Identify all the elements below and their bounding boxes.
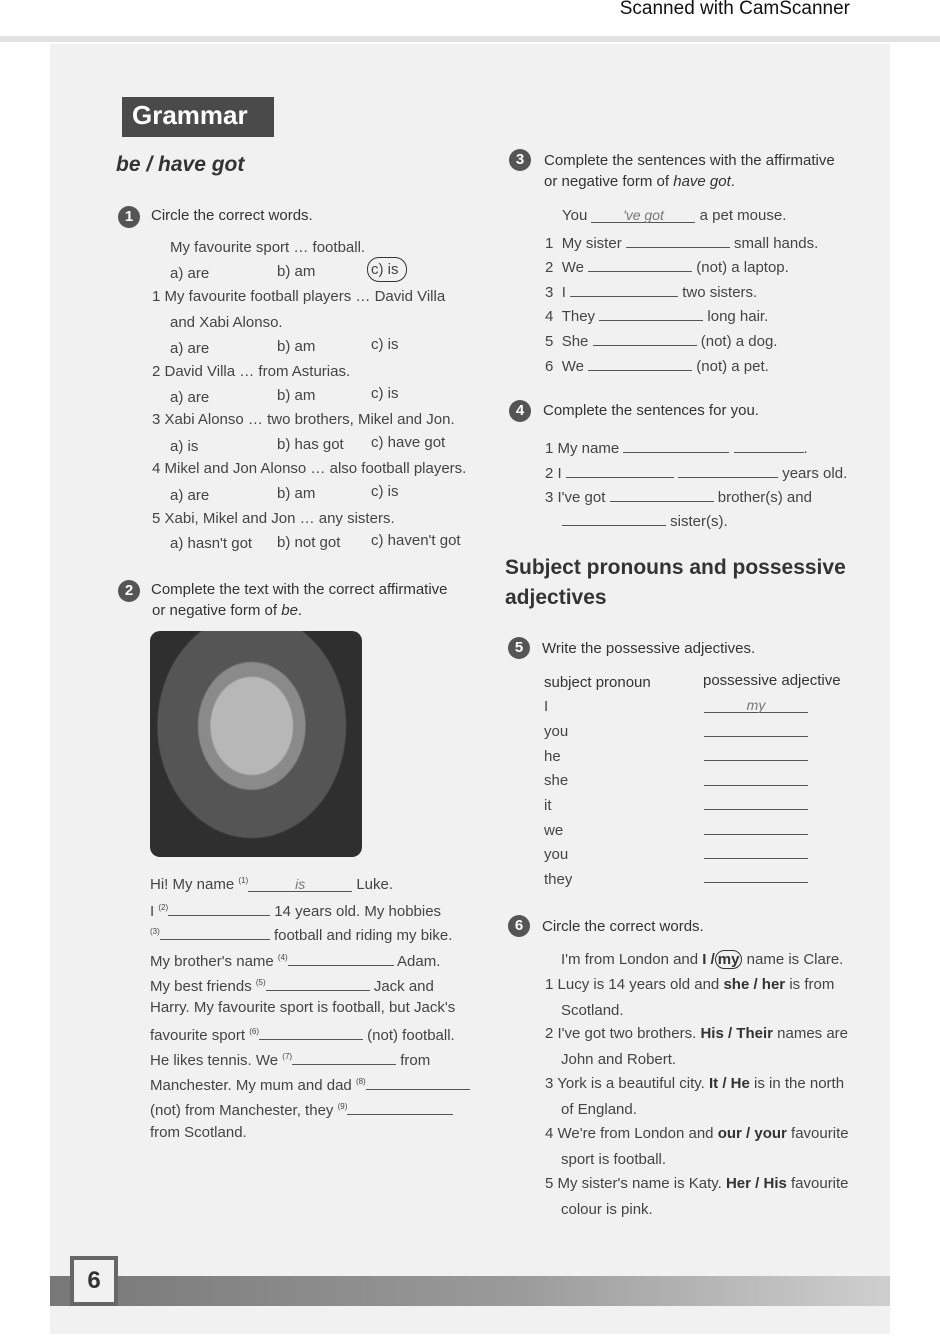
ex4-blank-1b[interactable] (734, 437, 804, 453)
exercise-6-instruction: Circle the correct words. (542, 918, 704, 935)
ex4-row-2: 2 I years old. (545, 462, 847, 482)
ex5-blank-5[interactable] (704, 794, 808, 810)
ex5-blank-3[interactable] (704, 745, 808, 761)
ex1-q2: 2 David Villa … from Asturias. (152, 363, 351, 380)
ex5-pronoun-5: it (544, 797, 552, 814)
ex2-blank-3[interactable] (160, 924, 270, 940)
ex3-example-answer: 've got (591, 207, 695, 223)
ex4-blank-2b[interactable] (678, 462, 778, 478)
exercise-5-instruction: Write the possessive adjectives. (542, 640, 756, 657)
ex4-blank-1a[interactable] (623, 437, 729, 453)
page-number: 6 (70, 1256, 118, 1306)
ex5-example-answer: my (704, 697, 808, 713)
ex2-blank-9[interactable] (347, 1099, 453, 1115)
ex1-q1-opt-a: a) are (170, 340, 210, 357)
ex2-line-8: He likes tennis. We $^{(7)}$ from (150, 1049, 430, 1069)
ex3-row-4: 4 They long hair. (545, 305, 768, 325)
ex3-example: You 've got a pet mouse. (562, 207, 787, 224)
ex2-line-7: favourite sport $^{(6)}$ (not) football. (150, 1024, 455, 1044)
ex1-q2-opt-c: c) is (371, 385, 399, 402)
ex1-q4-opt-a: a) are (170, 487, 210, 504)
ex6-sentence-1: 1 Lucy is 14 years old and she / her is from (545, 976, 835, 993)
ex1-q5-opt-a: a) hasn't got (170, 535, 253, 552)
section-heading-pronouns-line2: adjectives (505, 586, 607, 609)
ex6-sentence-4: 4 We're from London and our / your favourite (545, 1125, 849, 1142)
ex6-sentence-5: 5 My sister's name is Katy. Her / His favourite (545, 1175, 849, 1192)
exercise-5-number: 5 (508, 637, 530, 659)
ex2-blank-7[interactable] (292, 1049, 396, 1065)
ex6-sentence-1-cont: Scotland. (561, 1002, 624, 1019)
ex3-blank-5[interactable] (593, 330, 697, 346)
scan-divider (0, 36, 940, 42)
ex1-example: My favourite sport … football. (170, 239, 366, 256)
ex2-line-10: (not) from Manchester, they $^{(9)}$ (150, 1099, 453, 1119)
exercise-2-number: 2 (118, 580, 140, 602)
ex1-q4-opt-c: c) is (371, 483, 399, 500)
exercise-3-instruction-line2: or negative form of have got. (544, 173, 735, 190)
ex2-line-4: My brother's name $^{(4)}$ Adam. (150, 950, 440, 970)
ex4-blank-3[interactable] (610, 486, 714, 502)
ex3-blank-2[interactable] (588, 256, 692, 272)
exercise-6-number: 6 (508, 915, 530, 937)
ex6-sentence-3-cont: of England. (561, 1101, 637, 1118)
ex1-q4-opt-b: b) am (277, 485, 316, 502)
ex2-line-9: Manchester. My mum and dad $^{(8)}$ (150, 1074, 470, 1094)
ex1-q2-opt-b: b) am (277, 387, 316, 404)
ex1-q2-opt-a: a) are (170, 389, 210, 406)
ex6-sentence-2: 2 I've got two brothers. His / Their names are (545, 1025, 849, 1042)
ex2-blank-2[interactable] (168, 900, 270, 916)
ex1-q3-opt-c: c) have got (371, 434, 446, 451)
ex5-pronoun-6: we (544, 822, 564, 839)
ex2-blank-6[interactable] (259, 1024, 363, 1040)
ex5-pronoun-3: he (544, 748, 561, 765)
ex3-blank-4[interactable] (599, 305, 703, 321)
ex2-line-1: Hi! My name $^{(1)}$ is Luke. (150, 876, 394, 893)
ex3-row-2: 2 We (not) a laptop. (545, 256, 789, 276)
circled-answer-my: my (715, 950, 743, 969)
ex6-sentence-5-cont: colour is pink. (561, 1201, 653, 1218)
ex1-example-opt-a: a) are (170, 265, 210, 282)
ex1-q4: 4 Mikel and Jon Alonso … also football players. (152, 460, 467, 477)
ex4-row-4: sister(s). (562, 510, 728, 530)
exercise-4-number: 4 (509, 400, 531, 422)
ex1-q5-opt-b: b) not got (277, 534, 341, 551)
ex1-q1-opt-b: b) am (277, 338, 316, 355)
ex3-row-5: 5 She (not) a dog. (545, 330, 777, 350)
exercise-2-instruction-line2: or negative form of be. (152, 602, 303, 619)
ex5-column-possessive: possessive adjective (703, 672, 841, 689)
ex2-line-3: $^{(3)}$ football and riding my bike. (150, 924, 452, 944)
ex6-example: I'm from London and I / my name is Clare. (561, 951, 844, 968)
ex1-q1: 1 My favourite football players … David Villa (152, 288, 446, 305)
circled-answer (367, 257, 407, 282)
ex3-blank-3[interactable] (570, 281, 678, 297)
ex1-q5: 5 Xabi, Mikel and Jon … any sisters. (152, 510, 395, 527)
ex2-blank-5[interactable] (266, 975, 370, 991)
ex4-row-1: 1 My name . (545, 437, 808, 457)
ex5-pronoun-2: you (544, 723, 569, 740)
ex2-line-2: I $^{(2)}$ 14 years old. My hobbies (150, 900, 441, 920)
ex2-line-11: from Scotland. (150, 1124, 247, 1141)
exercise-2-instruction: Complete the text with the correct affirmative (151, 581, 448, 598)
ex1-q3-opt-b: b) has got (277, 436, 344, 453)
ex4-blank-4[interactable] (562, 510, 666, 526)
exercise-4-instruction: Complete the sentences for you. (543, 402, 759, 419)
ex3-row-1: 1 My sister small hands. (545, 232, 818, 252)
section-heading-pronouns: Subject pronouns and possessive (505, 556, 846, 579)
ex1-example-opt-b: b) am (277, 263, 316, 280)
ex5-blank-2[interactable] (704, 721, 808, 737)
exercise-3-number: 3 (509, 149, 531, 171)
ex1-q1-opt-c: c) is (371, 336, 399, 353)
ex3-row-3: 3 I two sisters. (545, 281, 757, 301)
grammar-heading-box (122, 97, 274, 137)
ex1-q5-opt-c: c) haven't got (371, 532, 461, 549)
ex3-blank-1[interactable] (626, 232, 730, 248)
boy-portrait-photo (150, 631, 362, 857)
ex6-sentence-3: 3 York is a beautiful city. It / He is in the north (545, 1075, 845, 1092)
ex6-sentence-4-cont: sport is football. (561, 1151, 667, 1168)
grammar-title: Grammar (132, 100, 248, 130)
ex4-row-3: 3 I've got brother(s) and (545, 486, 812, 506)
ex2-line-5: My best friends $^{(5)}$ Jack and (150, 975, 434, 995)
ex1-q1-cont: and Xabi Alonso. (170, 314, 283, 331)
ex5-blank-7[interactable] (704, 843, 808, 859)
ex2-blank-4[interactable] (288, 950, 394, 966)
ex5-pronoun-4: she (544, 772, 569, 789)
exercise-3-instruction: Complete the sentences with the affirmative (544, 152, 835, 169)
exercise-1-instruction: Circle the correct words. (151, 207, 313, 224)
ex5-blank-4[interactable] (704, 770, 808, 786)
ex1-example-opt-c: c) is (371, 261, 399, 278)
section-heading-be-have-got: be / have got (116, 153, 245, 176)
ex5-blank-8[interactable] (704, 867, 808, 883)
ex2-line-6: Harry. My favourite sport is football, but Jack's (150, 999, 456, 1016)
ex5-column-subject: subject pronoun (544, 674, 651, 691)
ex1-q3-opt-a: a) is (170, 438, 199, 455)
ex5-pronoun-7: you (544, 846, 569, 863)
ex5-pronoun-8: they (544, 871, 573, 888)
ex5-pronoun-1: I (544, 698, 549, 715)
ex4-blank-2a[interactable] (566, 462, 674, 478)
ex6-sentence-2-cont: John and Robert. (561, 1051, 677, 1068)
ex3-blank-6[interactable] (588, 355, 692, 371)
footer-band (50, 1276, 890, 1306)
ex1-q3: 3 Xabi Alonso … two brothers, Mikel and Jon. (152, 411, 455, 428)
ex2-answer-1[interactable]: is (248, 876, 352, 892)
ex3-row-6: 6 We (not) a pet. (545, 355, 769, 375)
ex2-blank-8[interactable] (366, 1074, 470, 1090)
scanner-header (0, 0, 940, 36)
scanner-watermark: Scanned with CamScanner (619, 0, 850, 19)
ex5-blank-6[interactable] (704, 819, 808, 835)
exercise-1-number: 1 (118, 206, 140, 228)
